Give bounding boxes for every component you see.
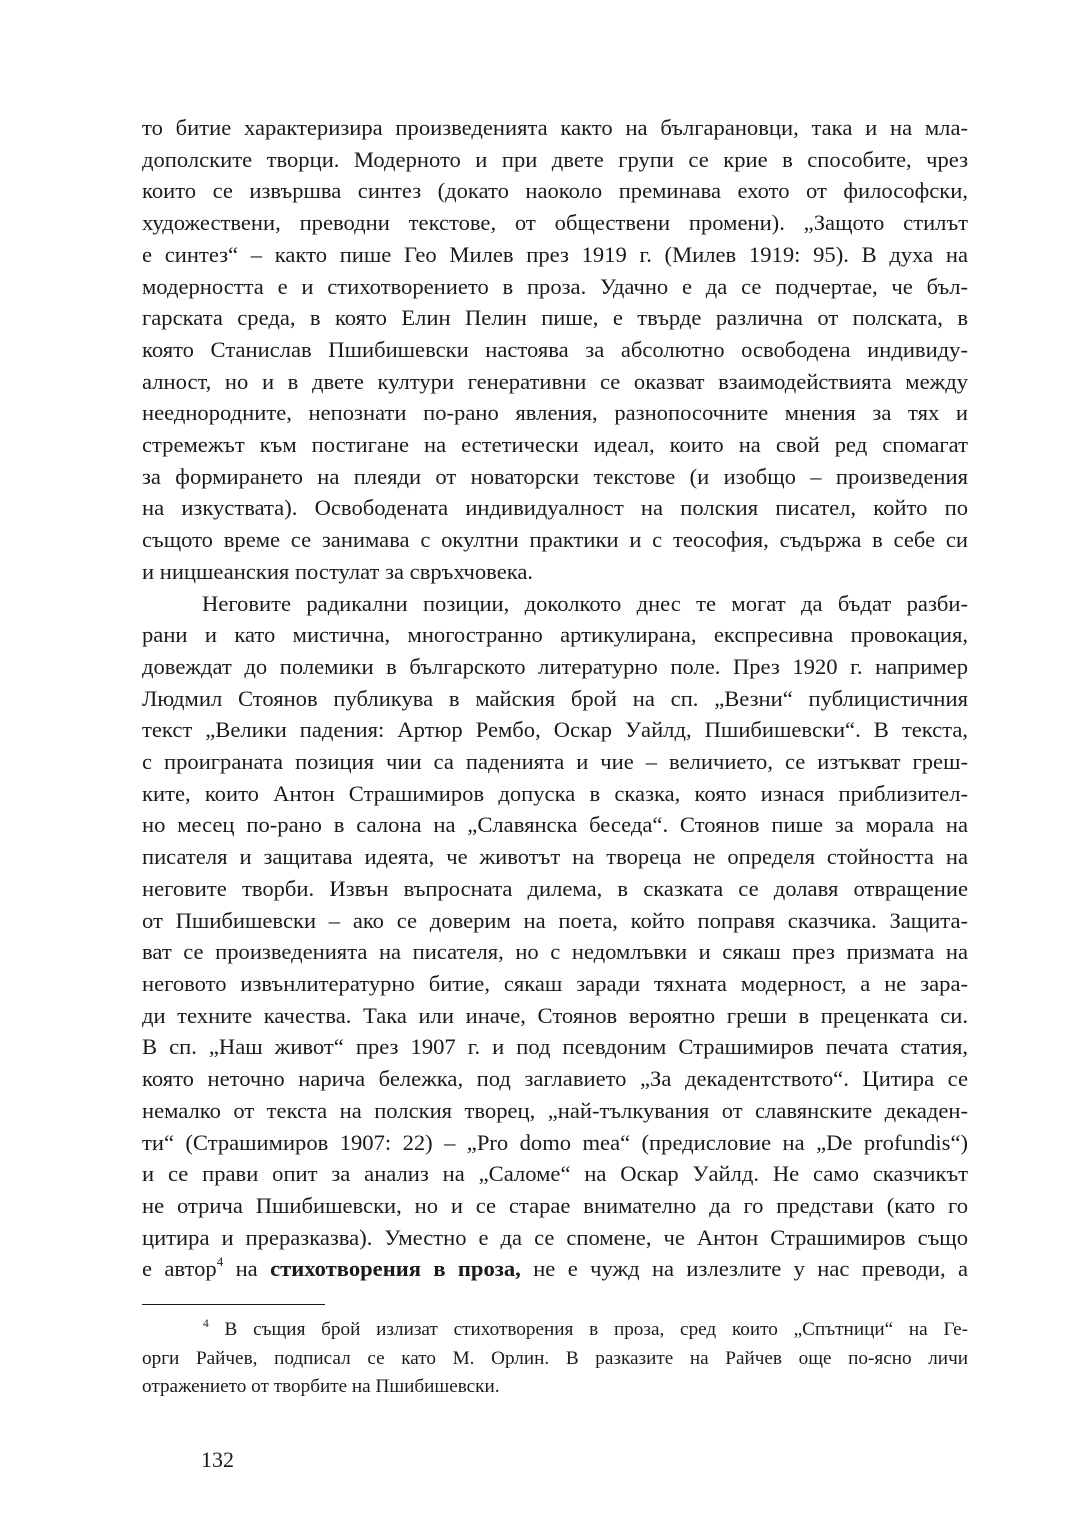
footnote-line: орги Райчев, подписал се като М. Орлин. В разказите на Райчев още по-ясно личи — [142, 1347, 968, 1369]
text-line: рани и като мистична, многостранно артикулирана, експресивна провокация, — [142, 622, 968, 648]
text-line: с проиграната позиция чии са паденията и чие – величието, се изтъкват греш- — [142, 749, 968, 775]
text-line: ди техните качества. Така или иначе, Стоянов вероятно греши в преценката си. — [142, 1002, 968, 1028]
text-line: алност, но и в двете култури генеративни се оказват взаимодействията между — [142, 368, 968, 394]
footnote-text: В същия брой излизат стихотворения в проза, сред които „Спътници“ на Ге- — [208, 1319, 968, 1340]
text-line: В сп. „Наш живот“ през 1907 г. и под псевдоним Страшимиров печата статия, — [142, 1034, 968, 1060]
footnote-line — [142, 1316, 968, 1345]
footnote-reference[interactable]: 4 — [216, 1253, 224, 1269]
text-line: то битие характеризира произведенията както на българановци, така и на мла- — [142, 115, 968, 140]
paragraph-2 — [142, 588, 968, 1285]
text-line: текст „Велики падения: Артюр Рембо, Оскар Уайлд, Пшибишевски“. В текста, — [142, 717, 968, 743]
text-line: Неговите радикални позиции, доколкото днес те могат да бъдат разби- — [202, 590, 968, 616]
text-line: немалко от текста на полския творец, „най-тълкувания от славянските декаден- — [142, 1097, 968, 1123]
text-line-with-footnote-ref — [142, 1253, 968, 1285]
footnote-separator — [142, 1304, 325, 1305]
text-line: не отрича Пшибишевски, но и се старае внимателно да го представи (като го — [142, 1192, 968, 1218]
text-fragment: не е чужд на излезлите у нас преводи, а — [520, 1256, 968, 1282]
text-line: и ницшеанския постулат за свръхчовека. — [142, 558, 534, 584]
text-line: за формирането на плеяди от новаторски текстове (и изобщо – произведения — [142, 463, 968, 489]
footnote-marker: 4 — [203, 1317, 209, 1330]
text-line: но месец по-рано в салона на „Славянска беседа“. Стоянов пише за морала на — [142, 812, 968, 838]
text-line: неговото извънлитературно битие, сякаш заради тяхната модерност, а не зара- — [142, 970, 968, 996]
text-line: довеждат до полемики в българското литературно поле. През 1920 г. например — [142, 653, 968, 679]
text-line: цитира и преразказва). Уместно е да се спомене, че Антон Страшимиров също — [142, 1224, 968, 1250]
text-line: неговите творби. Извън въпросната дилема, в сказката се долавя отвращение — [142, 875, 968, 901]
text-line: които се извършва синтез (докато наоколо преминава ехото от философски, — [142, 178, 968, 204]
bold-phrase: стихотворения в проза, — [270, 1256, 521, 1282]
text-line: ките, които Антон Страшимиров допуска в сказка, която изнася приблизител- — [142, 780, 968, 806]
text-line: художествени, преводни текстове, от обществени промени). „Защото стилът — [142, 210, 968, 236]
text-fragment: е автор — [142, 1256, 217, 1282]
text-line: стремежът към постигане на естетически идеал, които на свой ред спомагат — [142, 432, 968, 458]
text-line: писателя и защитава идеята, че животът на твореца не определя стойността на — [142, 844, 968, 870]
text-line: Людмил Стоянов публикува в майския брой на сп. „Везни“ публицистичния — [142, 685, 968, 711]
text-fragment: на — [223, 1256, 271, 1282]
text-line: която Станислав Пшибишевски настоява за абсолютно освободена индивиду- — [142, 336, 968, 362]
text-line: на изкуствата). Освободената индивидуалност на полския писател, който по — [142, 495, 968, 521]
text-line: ти“ (Страшимиров 1907: 22) – „Pro domo mea“ (предисловие на „De profundis“) — [142, 1129, 968, 1155]
page-number: 132 — [201, 1447, 234, 1472]
text-line: гарската среда, в която Елин Пелин пише, е твърде различна от полската, в — [142, 305, 968, 331]
text-line: същото време се занимава с окултни практики и с теософия, съдържа в себе си — [142, 527, 968, 553]
footnote-line: отражението от творбите на Пшибишевски. — [142, 1376, 500, 1397]
text-line: ват се произведенията на писателя, но с недомлъвки и сякаш през призмата на — [142, 939, 968, 965]
text-line: която неточно нарича бележка, под заглавието „За декадентството“. Цитира се — [142, 1066, 968, 1092]
text-line: модерността е и стихотворението в проза. Удачно е да се подчертае, че бъл- — [142, 273, 968, 299]
footnote-4 — [142, 1316, 968, 1402]
paragraph-1 — [142, 112, 968, 588]
text-line: и се прави опит за анализ на „Саломе“ на Оскар Уайлд. Не само сказчикът — [142, 1161, 968, 1187]
text-line: е синтез“ – както пише Гео Милев през 1919 г. (Милев 1919: 95). В духа на — [142, 241, 968, 267]
text-line: от Пшибишевски – ако се доверим на поета, който поправя сказчика. Защита- — [142, 907, 968, 933]
text-line: дополските творци. Модерното и при двете групи се крие в способите, чрез — [142, 146, 968, 172]
text-line: нееднородните, непознати по-рано явления, разнопосочните мнения за тях и — [142, 400, 968, 426]
page-body — [142, 112, 968, 1285]
